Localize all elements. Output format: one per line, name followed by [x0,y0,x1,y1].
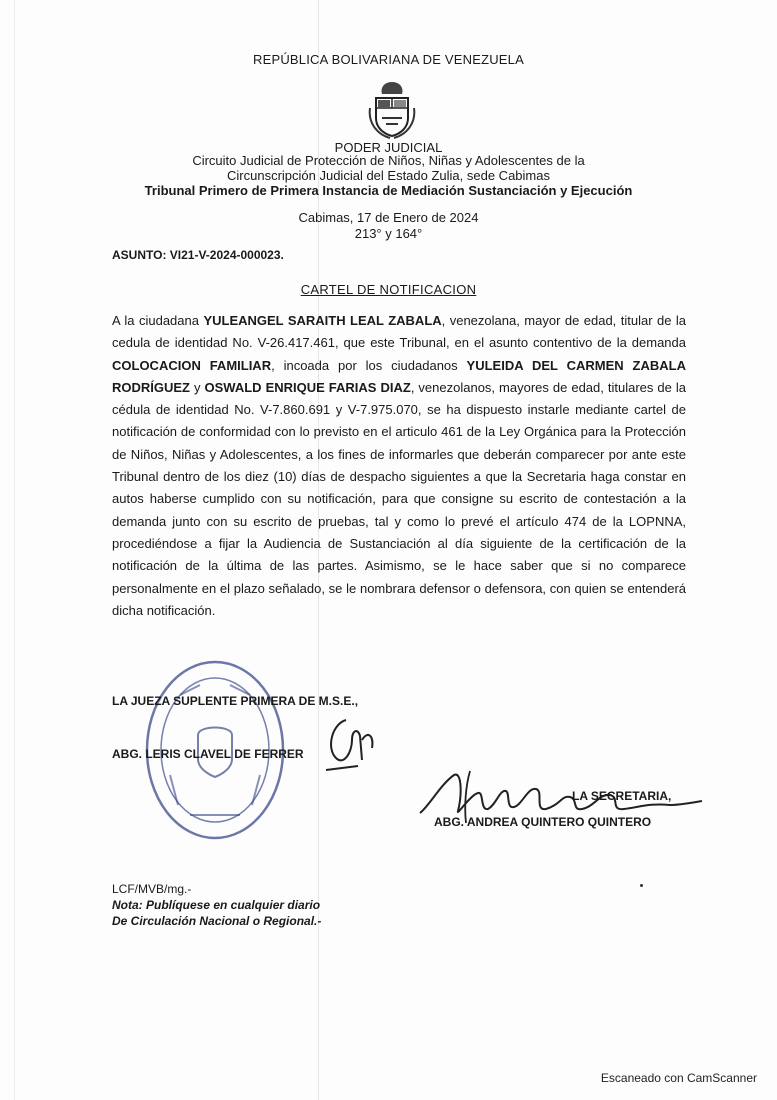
notified-citizen: YULEANGEL SARAITH LEAL ZABALA [203,313,442,328]
place-date: Cabimas, 17 de Enero de 2024 [298,210,479,225]
secretary-title: LA SECRETARIA, [572,789,672,803]
judge-title: LA JUEZA SUPLENTE PRIMERA DE M.S.E., [112,694,359,708]
ink-dot [640,884,643,887]
tribunal-name: Tribunal Primero de Primera Instancia de Mediación Sustanciación y Ejecución [144,183,633,198]
case-type: COLOCACION FAMILIAR [112,357,272,373]
body-text-3: , incoada por los ciudadanos [271,357,467,373]
document-title [0,282,777,297]
plaintiff-2: OSWALD ENRIQUE FARIAS DIAZ [204,379,411,395]
years: 213° y 164° [354,226,423,241]
note-line-2: De Circulación Nacional o Regional.- [112,914,322,928]
scanner-watermark: Escaneado con CamScanner [600,1071,757,1085]
note-line-1: Nota: Publíquese en cualquier diario [112,898,321,912]
notification-body [112,310,686,622]
body-text-2: , venezolana, mayor de edad, titular de la cedula de identidad No. V-26.417.461, que este Tribunal, en el asunto contentivo de la demanda [112,313,687,351]
secretary-name: ABG. ANDREA QUINTERO QUINTERO [434,815,652,829]
judicial-power: PODER JUDICIAL [334,140,443,155]
case-subject: ASUNTO: VI21-V-2024-000023. [112,248,284,262]
body-text-5: , venezolanos, mayores de edad, titulares de la cédula de identidad No. V-7.860.691 y V-7.975.070, se ha dispuesto instarle mediante cartel de notificación de conformidad con lo previsto en el articulo 461 de la Ley Orgánica para la Protección de Niños, Niñas y Adolescentes, a los fines de informarles que deberán comparecer por ante este Tribunal dentro de los diez (10) días de despacho siguientes a que la Secretaria haga constar en autos haberse cumplido con su notificación, para que consigne su escrito de contestación a la demanda junto con su escrito de pruebas, tal y como lo prevé el artículo 474 de la LOPNNA, procediéndose a fijar la Audiencia de Sustanciación al día siguiente de la certificación de la notificación de la última de las partes. Asimismo, se le hace saber que si no comparece personalmente en el plazo señalado, se le nombrara defensor o defensora, con quien se entenderá dicha notificación. [112,379,686,618]
coat-of-arms-icon [362,78,422,140]
initials: LCF/MVB/mg.- [112,882,192,896]
plaintiff-1: YULEIDA DEL CARMEN ZABALA RODRÍGUEZ [112,357,686,395]
circuit-line-1: Circuito Judicial de Protección de Niños, Niñas y Adolescentes de la [192,153,585,168]
document-title-text: CARTEL DE NOTIFICACION [300,282,477,297]
judge-name: ABG. LERIS CLAVEL DE FERRER [112,747,304,761]
circuit-line-2: Circunscripción Judicial del Estado Zulia, sede Cabimas [227,168,550,183]
republic-heading: REPÚBLICA BOLIVARIANA DE VENEZUELA [253,52,524,67]
judge-signature-icon [318,700,388,780]
body-text-1: A la ciudadana [112,313,204,328]
body-text-4: y [190,379,205,395]
